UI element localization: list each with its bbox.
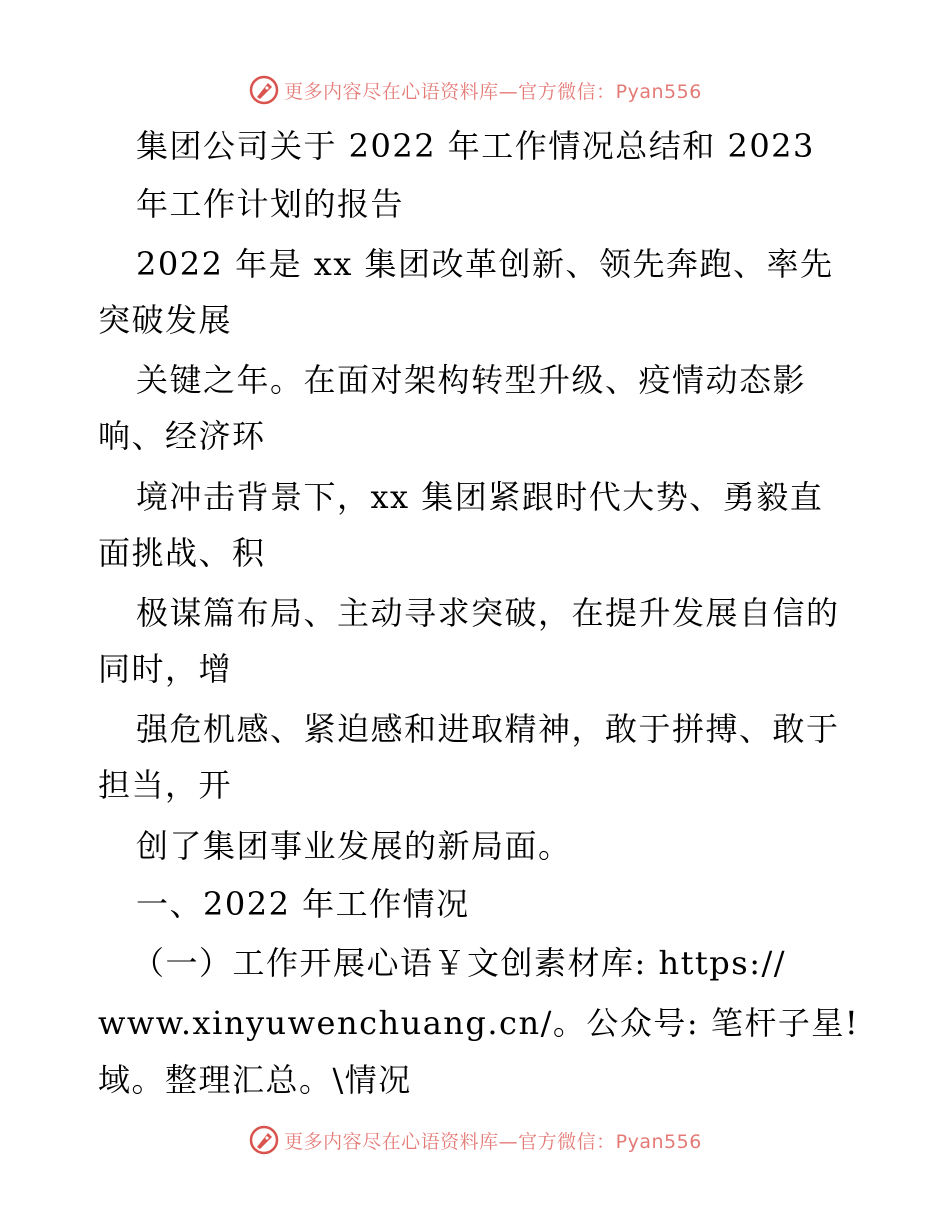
document-title-line-1: 集团公司关于 2022 年工作情况总结和 2023: [136, 127, 815, 165]
paragraph-line: 极谋篇布局、主动寻求突破，在提升发展自信的: [136, 594, 840, 632]
paragraph-line: 强危机感、紧迫感和进取精神，敢于拼搏、敢于: [136, 710, 840, 748]
subsection-line: www.xinyuwenchuang.cn/。公众号: 笔杆子星!: [98, 1004, 860, 1042]
paragraph-line: 面挑战、积: [98, 534, 266, 572]
paragraph-line: 突破发展: [98, 301, 233, 339]
paragraph-line: 关键之年。在面对架构转型升级、疫情动态影: [136, 361, 807, 399]
watermark-text: 更多内容尽在心语资料库—官方微信：Pyan556: [284, 80, 702, 103]
paragraph-line: 响、经济环: [98, 417, 266, 455]
subsection-line: 域。整理汇总。\情况: [98, 1061, 412, 1099]
section-heading: 一、2022 年工作情况: [136, 885, 470, 923]
paragraph-line: 同时，增: [98, 650, 233, 688]
paragraph-line: 2022 年是 xx 集团改革创新、领先奔跑、率先: [136, 245, 834, 283]
watermark-text: 更多内容尽在心语资料库—官方微信：Pyan556: [284, 1130, 702, 1153]
paragraph-line: 担当，开: [98, 766, 233, 804]
pen-nib-circle-icon: [248, 1124, 280, 1156]
document-title-line-2: 年工作计划的报告: [136, 185, 405, 223]
subsection-line: （一）工作开展心语￥文创素材库: https://: [132, 944, 787, 982]
paragraph-line: 境冲击背景下，xx 集团紧跟时代大势、勇毅直: [136, 478, 824, 516]
footer-watermark-banner: [0, 1120, 950, 1160]
paragraph-line: 创了集团事业发展的新局面。: [136, 827, 572, 865]
